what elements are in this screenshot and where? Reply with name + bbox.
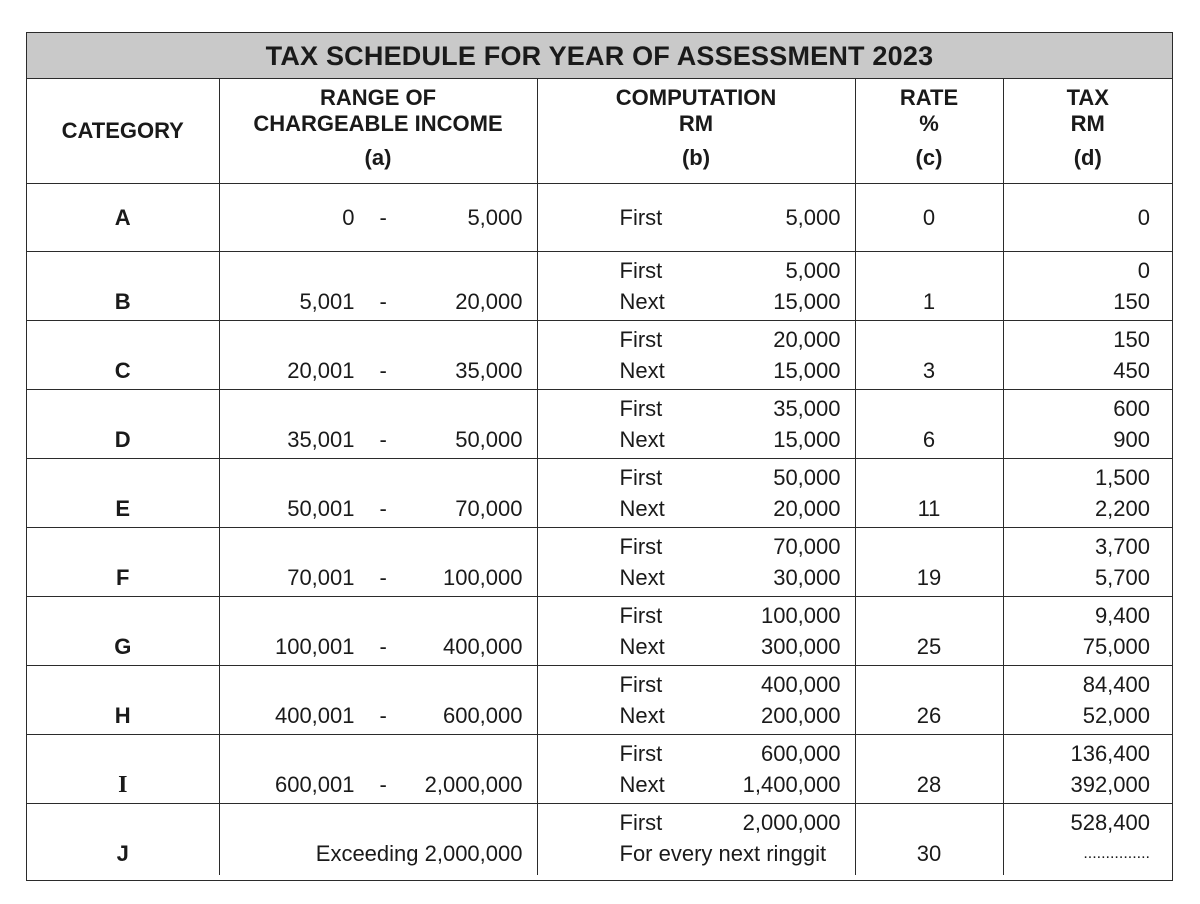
- range-from: 5,001: [299, 289, 355, 314]
- table-row: [27, 252, 1172, 321]
- computation-value: 35,000: [773, 396, 841, 421]
- tax-schedule-sheet: [26, 32, 1173, 881]
- tax-value: 450: [1113, 358, 1150, 383]
- range-from: 400,001: [274, 703, 355, 728]
- category-label: H: [114, 703, 131, 728]
- tax-cell: [1003, 459, 1172, 528]
- range-cell: [219, 252, 537, 321]
- computation-cell: [537, 666, 855, 735]
- rate-value: 3: [922, 358, 936, 383]
- computation-value: 2,000,000: [742, 810, 841, 835]
- computation-value: 5,000: [785, 205, 841, 230]
- header-tax: [1003, 79, 1172, 184]
- rate-cell: [855, 321, 1003, 390]
- tax-value: 52,000: [1082, 703, 1150, 728]
- computation-label: First: [619, 672, 663, 697]
- category-label: D: [114, 427, 131, 452]
- computation-label: Next: [619, 565, 665, 590]
- computation-cell: [537, 252, 855, 321]
- computation-value: 200,000: [760, 703, 841, 728]
- computation-label: First: [619, 327, 663, 352]
- tax-cell: [1003, 321, 1172, 390]
- computation-text: For every next ringgit: [619, 841, 827, 866]
- range-from: 100,001: [274, 634, 355, 659]
- tax-value: 150: [1113, 327, 1150, 352]
- computation-cell: [537, 184, 855, 252]
- category-label: B: [114, 289, 131, 314]
- tax-value: 136,400: [1070, 741, 1150, 766]
- computation-label: First: [619, 465, 663, 490]
- category-label: F: [116, 565, 130, 590]
- header-tax-line1: TAX: [1066, 85, 1109, 110]
- category-cell: [27, 597, 219, 666]
- tax-value: 5,700: [1094, 565, 1150, 590]
- header-range-sub: (a): [364, 145, 392, 170]
- rate-cell: [855, 666, 1003, 735]
- tax-cell: [1003, 528, 1172, 597]
- table-row: [27, 735, 1172, 804]
- rate-value: 6: [922, 427, 936, 452]
- category-label: C: [114, 358, 131, 383]
- computation-value: 400,000: [760, 672, 841, 697]
- rate-cell: [855, 252, 1003, 321]
- computation-label: Next: [619, 496, 665, 521]
- range-dash: -: [379, 703, 387, 728]
- tax-value: 600: [1113, 396, 1150, 421]
- rate-value: 25: [916, 634, 942, 659]
- tax-value: 0: [1137, 258, 1150, 283]
- category-cell: [27, 184, 219, 252]
- computation-value: 600,000: [760, 741, 841, 766]
- range-to: 20,000: [455, 289, 523, 314]
- computation-value: 30,000: [773, 565, 841, 590]
- computation-cell: [537, 528, 855, 597]
- category-cell: [27, 735, 219, 804]
- range-from: 20,001: [287, 358, 355, 383]
- range-cell: [219, 390, 537, 459]
- range-cell: [219, 666, 537, 735]
- table-row: [27, 528, 1172, 597]
- range-cell: [219, 804, 537, 875]
- tax-schedule-table: [27, 79, 1172, 875]
- computation-cell: [537, 459, 855, 528]
- tax-cell: [1003, 184, 1172, 252]
- range-to: 600,000: [442, 703, 523, 728]
- range-dash: -: [379, 358, 387, 383]
- table-row: [27, 597, 1172, 666]
- tax-cell: [1003, 597, 1172, 666]
- rate-cell: [855, 390, 1003, 459]
- category-label: I: [118, 772, 128, 798]
- computation-value: 20,000: [773, 496, 841, 521]
- range-dash: -: [379, 205, 387, 230]
- computation-label: Next: [619, 703, 665, 728]
- range-cell: [219, 459, 537, 528]
- header-rate-line2: %: [919, 111, 939, 136]
- rate-value: 11: [917, 496, 941, 521]
- computation-label: Next: [619, 427, 665, 452]
- header-tax-sub: (d): [1073, 145, 1102, 170]
- tax-value: 528,400: [1070, 810, 1150, 835]
- header-computation: [537, 79, 855, 184]
- range-dash: -: [379, 496, 387, 521]
- rate-cell: [855, 459, 1003, 528]
- computation-cell: [537, 390, 855, 459]
- tax-placeholder-dots: ...............: [1083, 845, 1150, 862]
- range-from: 50,001: [287, 496, 355, 521]
- computation-value: 15,000: [773, 289, 841, 314]
- range-dash: -: [379, 634, 387, 659]
- tax-value: 75,000: [1082, 634, 1150, 659]
- computation-value: 15,000: [773, 358, 841, 383]
- category-cell: [27, 252, 219, 321]
- tax-value: 0: [1137, 205, 1150, 230]
- schedule-title: TAX SCHEDULE FOR YEAR OF ASSESSMENT 2023: [27, 33, 1172, 79]
- category-label: G: [114, 634, 132, 659]
- computation-value: 300,000: [760, 634, 841, 659]
- range-dash: -: [379, 565, 387, 590]
- computation-label: First: [619, 205, 663, 230]
- range-to: 2,000,000: [424, 772, 523, 797]
- computation-cell: [537, 804, 855, 875]
- rate-cell: [855, 735, 1003, 804]
- table-row: [27, 666, 1172, 735]
- rate-cell: [855, 184, 1003, 252]
- rate-value: 19: [916, 565, 942, 590]
- table-row: [27, 459, 1172, 528]
- computation-label: Next: [619, 772, 665, 797]
- header-computation-line1: COMPUTATION: [615, 85, 777, 110]
- computation-value: 70,000: [773, 534, 841, 559]
- computation-label: First: [619, 603, 663, 628]
- tax-value: 9,400: [1094, 603, 1150, 628]
- range-cell: [219, 597, 537, 666]
- category-cell: [27, 321, 219, 390]
- tax-value: 900: [1113, 427, 1150, 452]
- tax-value: 150: [1113, 289, 1150, 314]
- computation-value: 1,400,000: [742, 772, 841, 797]
- header-tax-line2: RM: [1070, 111, 1105, 136]
- category-cell: [27, 459, 219, 528]
- range-dash: -: [379, 772, 387, 797]
- tax-value: 2,200: [1094, 496, 1150, 521]
- computation-value: 5,000: [785, 258, 841, 283]
- computation-value: 100,000: [760, 603, 841, 628]
- category-label: E: [115, 496, 131, 521]
- computation-cell: [537, 321, 855, 390]
- computation-value: 20,000: [773, 327, 841, 352]
- header-range-line2: CHARGEABLE INCOME: [253, 111, 503, 136]
- range-from: 70,001: [287, 565, 355, 590]
- header-range-line1: RANGE OF: [319, 85, 437, 110]
- computation-cell: [537, 597, 855, 666]
- table-row: [27, 321, 1172, 390]
- tax-value: 84,400: [1082, 672, 1150, 697]
- rate-cell: [855, 528, 1003, 597]
- tax-cell: [1003, 252, 1172, 321]
- category-cell: [27, 390, 219, 459]
- computation-value: 50,000: [773, 465, 841, 490]
- tax-value: 1,500: [1094, 465, 1150, 490]
- range-to: 100,000: [442, 565, 523, 590]
- computation-label: Next: [619, 289, 665, 314]
- computation-label: First: [619, 258, 663, 283]
- category-cell: [27, 528, 219, 597]
- rate-cell: [855, 804, 1003, 875]
- computation-label: First: [619, 534, 663, 559]
- tax-cell: [1003, 804, 1172, 875]
- range-to: 35,000: [455, 358, 523, 383]
- range-to: 70,000: [455, 496, 523, 521]
- range-to: 5,000: [467, 205, 523, 230]
- rate-value: 30: [916, 841, 942, 866]
- computation-label: First: [619, 810, 663, 835]
- category-label: J: [116, 841, 129, 866]
- tax-cell: [1003, 390, 1172, 459]
- range-to: 400,000: [442, 634, 523, 659]
- header-range: [219, 79, 537, 184]
- computation-label: Next: [619, 634, 665, 659]
- tax-value: 392,000: [1070, 772, 1150, 797]
- range-from: 600,001: [274, 772, 355, 797]
- table-row: [27, 804, 1172, 875]
- range-dash: -: [379, 289, 387, 314]
- rate-value: 28: [916, 772, 942, 797]
- range-from: 0: [342, 205, 355, 230]
- table-header-row: [27, 79, 1172, 184]
- header-rate-sub: (c): [915, 145, 943, 170]
- computation-label: Next: [619, 358, 665, 383]
- rate-value: 0: [922, 205, 936, 230]
- header-computation-sub: (b): [681, 145, 711, 170]
- category-cell: [27, 804, 219, 875]
- rate-value: 26: [916, 703, 942, 728]
- table-row: [27, 390, 1172, 459]
- rate-cell: [855, 597, 1003, 666]
- range-text: Exceeding 2,000,000: [315, 841, 523, 866]
- computation-value: 15,000: [773, 427, 841, 452]
- range-cell: [219, 321, 537, 390]
- tax-cell: [1003, 735, 1172, 804]
- header-computation-line2: RM: [678, 111, 714, 136]
- rate-value: 1: [922, 289, 936, 314]
- tax-value: 3,700: [1094, 534, 1150, 559]
- computation-cell: [537, 735, 855, 804]
- range-from: 35,001: [287, 427, 355, 452]
- category-cell: [27, 666, 219, 735]
- computation-label: First: [619, 741, 663, 766]
- range-cell: [219, 528, 537, 597]
- computation-label: First: [619, 396, 663, 421]
- range-to: 50,000: [455, 427, 523, 452]
- range-cell: [219, 735, 537, 804]
- tax-cell: [1003, 666, 1172, 735]
- category-label: A: [114, 205, 131, 230]
- table-row: [27, 184, 1172, 252]
- header-rate: [855, 79, 1003, 184]
- range-cell: [219, 184, 537, 252]
- header-category: CATEGORY: [27, 79, 219, 184]
- range-dash: -: [379, 427, 387, 452]
- header-rate-line1: RATE: [899, 85, 959, 110]
